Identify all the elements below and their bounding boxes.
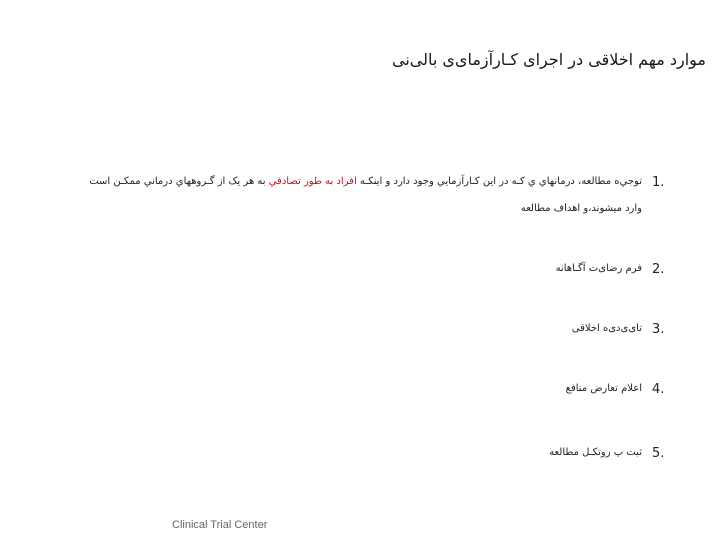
item-number: 2. <box>652 262 665 277</box>
item-number: 4. <box>652 382 665 397</box>
item-number: 1. <box>652 175 665 190</box>
item-text-part: به هر يک از گـروههاي درماني ممكـن است <box>89 176 269 187</box>
item-number: 5. <box>652 446 665 461</box>
item-number: 3. <box>652 322 665 337</box>
item-text: فرم رضای‌ت آگـاهانه <box>555 263 642 274</box>
item-text-part: توجي‌ه مطالعه، درمانهاي ي كـه در اين كـارآزمايي وجود دارد و اينكـه <box>356 176 642 187</box>
slide-title: موارد مهم اخلاقی در اجرای کـارآزمای‌ی بالی‌نی <box>392 50 706 69</box>
item-text: اعلام تعارض منافع <box>565 383 642 394</box>
item-text-line2: وارد ميشوند،‌و اهداف مطالعه <box>520 203 642 214</box>
highlighted-phrase: افراد به طور تصادفي <box>268 176 357 187</box>
item-text: تای‌ی‌دی‌ه اخلاقی <box>571 323 642 334</box>
footer-label: Clinical Trial Center <box>172 519 268 531</box>
item-text: ثبت پ روتکـل مطالعه <box>549 447 642 458</box>
item-text <box>42 168 642 222</box>
